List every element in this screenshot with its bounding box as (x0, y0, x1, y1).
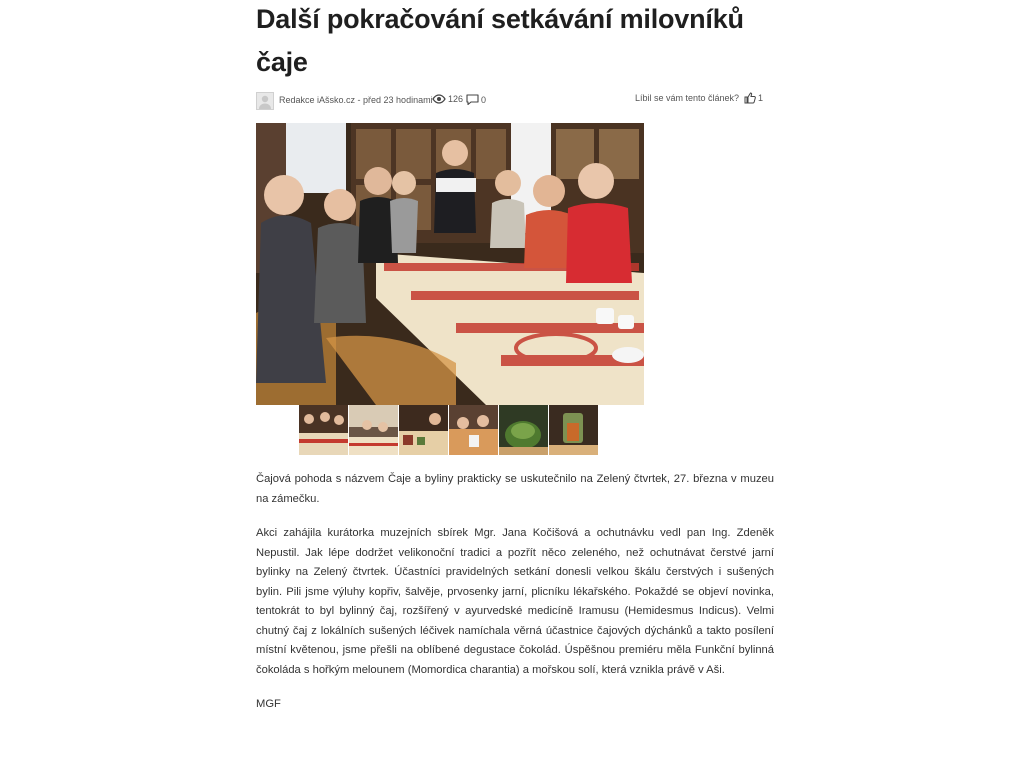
eye-icon (432, 94, 446, 104)
gallery-thumbnail[interactable] (349, 405, 398, 455)
thumbs-up-icon (744, 92, 756, 104)
article-body (256, 470, 774, 730)
author-line (279, 95, 433, 105)
comments-counter[interactable] (466, 94, 486, 105)
article-paragraph: Akci zahájila kurátorka muzejních sbírek Mgr. Jana Kočišová a ochutnávku vedl pan Ing. Zdeněk Nepustil. Jak lépe dodržet velikonoční tradici a pozřít něco zeleného, než ochutnávat čerstvé jarní bylinky na Zelený čtvrtek. Účastníci pravidelných setkání donesli velkou škálu čerstvých i sušených bylin. Pili jsme výluhy kopřiv, šalvěje, prvosenky jarní, plicníku lékařského. Pokaždé se objeví novinka, tentokrát to byl bylinný čaj, rozšířený v ayurvedské medicíně Iramusu (Hemidesmus Indicus). Velmi chutný čaj z lokálních sušených léčivek namíchala věrná účastnice čajových dýchánků a takto posílení místní květenou, jsme přešli na oblíbené degustace čokolád. Úspěšnou premiéru měla Funkční bylinná čokoláda s hořkým melounem (Momordica charantia) a mořskou solí, která vznikla právě v Aši. (256, 527, 774, 676)
thumbnail-image (299, 405, 348, 455)
article-paragraph: Čajová pohoda s názvem Čaje a byliny prakticky se uskutečnilo na Zelený čtvrtek, 27. března v muzeu na zámečku. (256, 473, 774, 505)
author-name[interactable]: Redakce iAšsko.cz (279, 95, 356, 105)
comment-icon (466, 94, 479, 105)
gallery-thumbnail[interactable] (299, 405, 348, 455)
thumbnail-image (549, 405, 598, 455)
like-count: 1 (758, 93, 764, 103)
gallery-thumbnail[interactable] (449, 405, 498, 455)
gallery-thumbnail[interactable] (399, 405, 448, 455)
article-signature: MGF (256, 698, 281, 710)
gallery-thumbnail[interactable] (499, 405, 548, 455)
group-photo-image (256, 123, 644, 405)
like-question: Líbil se vám tento článek? (635, 93, 740, 103)
meta-separator: - (355, 95, 364, 105)
gallery-thumbnail[interactable] (549, 405, 598, 455)
article-meta (256, 91, 772, 111)
views-counter (432, 94, 463, 104)
avatar-placeholder-icon (257, 93, 273, 109)
thumbnail-image (399, 405, 448, 455)
like-button[interactable] (744, 92, 763, 104)
thumbnail-image (349, 405, 398, 455)
main-gallery-photo[interactable] (256, 123, 644, 405)
author-avatar[interactable] (256, 92, 274, 110)
thumbnail-image (499, 405, 548, 455)
publish-time: před 23 hodinami (363, 95, 433, 105)
comments-count: 0 (481, 94, 487, 105)
thumbnail-image (449, 405, 498, 455)
article-title: Další pokračování setkávání milovníků čaje (256, 4, 744, 77)
views-count: 126 (448, 94, 464, 104)
